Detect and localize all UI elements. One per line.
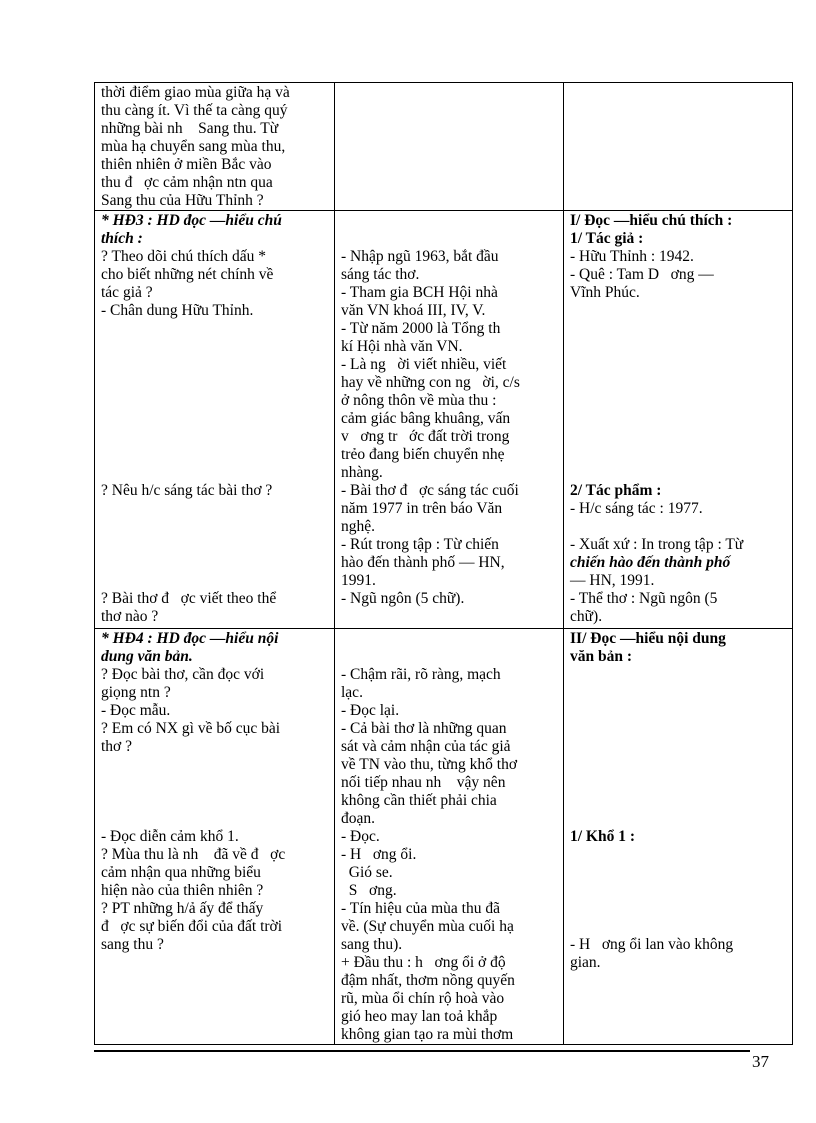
content-cell xyxy=(564,83,793,211)
text-line: sang thu ? xyxy=(101,936,164,953)
text-line: ? Đọc bài thơ, cần đọc với xyxy=(101,666,265,683)
text-line: Gió se. xyxy=(341,864,393,881)
text-line: cảm giác bâng khuâng, vấn xyxy=(341,410,511,427)
text-line: - H/c sáng tác : 1977. xyxy=(570,500,703,517)
text-line: ? Mùa thu là nh đã về đ ợc xyxy=(101,846,286,863)
text-line: v ơng tr ớc đất trời trong xyxy=(341,428,510,445)
text-line: — HN, 1991. xyxy=(570,572,655,589)
text-line: - Tín hiệu của mùa thu đã xyxy=(341,900,500,917)
text-line: thu đ ợc cảm nhận ntn qua xyxy=(101,174,273,191)
text-line: trẻo đang biến chuyển nhẹ xyxy=(341,446,505,463)
text-line: thu càng ít. Vì thế ta càng quý xyxy=(101,102,288,119)
text-line: - Quê : Tam D ơng — xyxy=(570,266,714,283)
text-line: thiên nhiên ở miền Bắc vào xyxy=(101,156,272,173)
text-line: 1991. xyxy=(341,572,376,589)
section-heading: * HĐ4 : HD đọc —hiểu nội xyxy=(101,630,279,647)
section-heading: thích : xyxy=(101,230,143,247)
student-activity-cell xyxy=(335,629,564,1045)
text-line: - Đọc mẫu. xyxy=(101,702,171,719)
text-line: không gian tạo ra mùi thơm xyxy=(341,1026,514,1043)
text-line: không cần thiết phải chia xyxy=(341,792,497,809)
footer-rule xyxy=(94,1050,750,1052)
text-line: - H ơng ổi lan vào không xyxy=(570,936,734,953)
text-line: - Thể thơ : Ngũ ngôn (5 xyxy=(570,590,718,607)
text-line: hay về những con ng ời, c/s xyxy=(341,374,520,391)
table-row xyxy=(95,211,793,629)
text-line: - Đọc diễn cảm khổ 1. xyxy=(101,828,239,845)
subsection-heading: 2/ Tác phẩm : xyxy=(570,482,662,499)
text-line: cảm nhận qua những biểu xyxy=(101,864,261,881)
text-line: văn VN khoá III, IV, V. xyxy=(341,302,486,319)
text-line: rũ, mùa ổi chín rộ hoà vào xyxy=(341,990,505,1007)
text-line: - Chân dung Hữu Thỉnh. xyxy=(101,302,254,319)
text-line: chữ). xyxy=(570,608,603,625)
student-activity-cell xyxy=(335,83,564,211)
text-line: năm 1977 in trên báo Văn xyxy=(341,500,503,517)
text-line: thơ ? xyxy=(101,738,133,755)
text-line: - Hữu Thỉnh : 1942. xyxy=(570,248,694,265)
text-line: + Đầu thu : h ơng ổi ở độ xyxy=(341,954,506,971)
text-line: hào đến thành phố — HN, xyxy=(341,554,505,571)
text-line: ở nông thôn về mùa thu : xyxy=(341,392,497,409)
text-line: - Nhập ngũ 1963, bắt đầu xyxy=(341,248,499,265)
text-line: tác giả ? xyxy=(101,284,153,301)
text-line: những bài nh Sang thu. Từ xyxy=(101,120,279,137)
text-line: - Đọc lại. xyxy=(341,702,400,719)
text-line: - Tham gia BCH Hội nhà xyxy=(341,284,498,301)
section-heading: I/ Đọc —hiểu chú thích : xyxy=(570,212,733,229)
teacher-activity-cell xyxy=(95,629,335,1045)
text-line: cho biết những nét chính về xyxy=(101,266,274,283)
text-line: - H ơng ổi. xyxy=(341,846,417,863)
text-line: hiện nào của thiên nhiên ? xyxy=(101,882,264,899)
subsection-heading: 1/ Khổ 1 : xyxy=(570,828,636,845)
text-line: kí Hội nhà văn VN. xyxy=(341,338,463,355)
text-line: gió heo may lan toả khắp xyxy=(341,1008,498,1025)
text-line: thời điểm giao mùa giữa hạ và xyxy=(101,84,290,101)
text-line: - Chậm rãi, rõ ràng, mạch xyxy=(341,666,501,683)
text-line: về. (Sự chuyển mùa cuối hạ xyxy=(341,918,514,935)
text-line: - Ngũ ngôn (5 chữ). xyxy=(341,590,465,607)
section-heading: dung văn bản. xyxy=(101,648,193,665)
text-line: - Xuất xứ : In trong tập : Từ xyxy=(570,536,744,553)
text-line: - Bài thơ đ ợc sáng tác cuối xyxy=(341,482,519,499)
text-line: về TN vào thu, từng khổ thơ xyxy=(341,756,518,773)
content-cell xyxy=(564,211,793,629)
text-line: nhàng. xyxy=(341,464,383,481)
text-line: đậm nhất, thơm nồng quyến xyxy=(341,972,515,989)
section-heading: * HĐ3 : HD đọc —hiểu chú xyxy=(101,212,282,229)
text-line: sang thu). xyxy=(341,936,403,953)
student-activity-cell xyxy=(335,211,564,629)
text-line: gian. xyxy=(570,954,601,971)
text-line: - Đọc. xyxy=(341,828,380,845)
text-line: đ ợc sự biến đổi của đất trời xyxy=(101,918,283,935)
page-number: 37 xyxy=(752,1052,769,1071)
teacher-activity-cell xyxy=(95,211,335,629)
text-line: sát và cảm nhận của tác giả xyxy=(341,738,511,755)
section-heading: II/ Đọc —hiểu nội dung xyxy=(570,630,726,647)
text-line: sáng tác thơ. xyxy=(341,266,420,283)
text-line: nghệ. xyxy=(341,518,376,535)
text-line: ? Theo dõi chú thích dấu * xyxy=(101,248,267,265)
text-line: Sang thu của Hữu Thỉnh ? xyxy=(101,192,264,209)
text-line: ? Bài thơ đ ợc viết theo thể xyxy=(101,590,277,607)
text-line: Vĩnh Phúc. xyxy=(570,284,640,301)
text-line: - Cả bài thơ là những quan xyxy=(341,720,507,737)
table-row xyxy=(95,629,793,1045)
table-row xyxy=(95,83,793,211)
text-line: - Là ng ời viết nhiều, viết xyxy=(341,356,507,373)
text-line: nối tiếp nhau nh vậy nên xyxy=(341,774,506,791)
text-line: - Rút trong tập : Từ chiến xyxy=(341,536,499,553)
section-heading: văn bản : xyxy=(570,648,633,665)
text-line: giọng ntn ? xyxy=(101,684,171,701)
text-line: thơ nào ? xyxy=(101,608,159,625)
text-line: S ơng. xyxy=(341,882,397,899)
text-line: lạc. xyxy=(341,684,363,701)
text-line: - Từ năm 2000 là Tổng th xyxy=(341,320,501,337)
teacher-activity-cell xyxy=(95,83,335,211)
subsection-heading: 1/ Tác giả : xyxy=(570,230,644,247)
text-line: đoạn. xyxy=(341,810,376,827)
text-line: ? PT những h/ả ấy để thấy xyxy=(101,900,264,917)
text-line: chiến hào đến thành phố xyxy=(570,554,731,571)
content-cell xyxy=(564,629,793,1045)
text-line: ? Nêu h/c sáng tác bài thơ ? xyxy=(101,482,273,499)
text-line: ? Em có NX gì về bố cục bài xyxy=(101,720,281,737)
lesson-plan-table xyxy=(94,82,793,1045)
text-line: mùa hạ chuyển sang mùa thu, xyxy=(101,138,286,155)
